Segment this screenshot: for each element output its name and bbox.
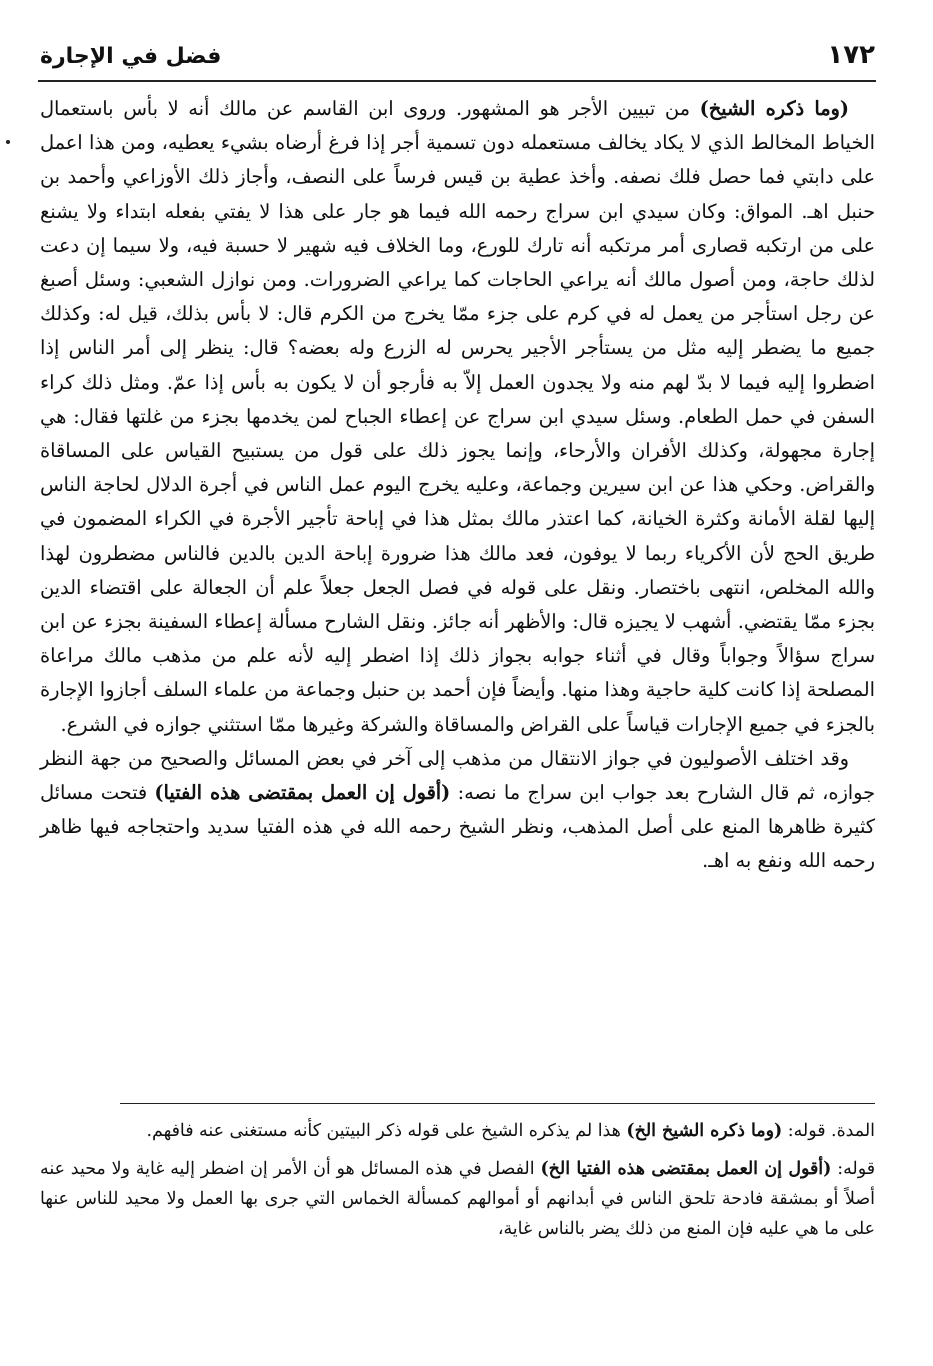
footnote-text: الفصل في هذه المسائل هو أن الأمر إن اضطر إليه غاية ولا محيد عنه أصلاً أو بمشقة فادحة تلحق الناس في أبدانهم أو أموالهم كمسألة الخماس التي جرى بها العمل ولا محيد للناس عنها على ما هي عليه فإن المنع من ذلك يضر بالناس غاية، [40,1159,875,1239]
footnote-divider [120,1103,875,1104]
footnote-text: المدة. قوله: [782,1121,875,1141]
bold-quote: (وما ذكره الشيخ الخ) [626,1121,783,1141]
main-text [40,92,875,879]
bold-quote: (وما ذكره الشيخ) [699,97,849,120]
paragraph-2 [40,742,875,879]
paragraph-text: من تبيين الأجر هو المشهور. وروى ابن القاسم عن مالك أنه لا بأس باستعمال الخياط المخالط الذي لا يكاد يخالف مستعمله دون تسمية أجر إذا فرغ أرضاه بشيء يعطيه، ومن هذا اعمل على دابتي فما حصل فلك نصفه. وأخذ عطية بن قيس فرساً على النصف، وأجاز ذلك الأوزاعي وأحمد بن حنبل اهـ. المواق: وكان سيدي ابن سراج رحمه الله فيما هو جار على هذا لا يفتي بفعله ابتداء ولا يشنع على من ارتكبه قصارى أمر مرتكبه أنه تارك للورع، وما الخلاف فيه شهير لا حسبة فيه، ولا سيما إن دعت لذلك حاجة، ومن أصول مالك أنه يراعي الحاجات كما يراعي الضرورات. ومن نوازل الشعبي: وسئل أصبغ عن رجل استأجر من يعمل له في كرم على جزء ممّا يخرج من الكرم قال: لا بأس بذلك، قيل له: وكذلك جميع ما يضطر إليه مثل من يستأجر الأجير يحرس له الزرع وله بعضه؟ قال: ينظر إلى أمر الناس إذا اضطروا إليه فيما لا بدّ لهم منه ولا يجدون العمل إلاّ به فأرجو أن لا يكون به بأس إذا عمّ. ومثل ذلك كراء السفن في حمل الطعام. وسئل سيدي ابن سراج عن إعطاء الجباح لمن يخدمها بجزء من غلتها فقال: هي إجارة مجهولة، وكذلك الأفران والأرحاء، وإنما يجوز ذلك على قول من يستبيح القياس على المساقاة والقراض. وحكي هذا عن ابن سيرين وجماعة، وعليه يخرج اليوم عمل الناس في أجرة الدلال لحاجة الناس إليها لقلة الأمانة وكثرة الخيانة، كما اعتذر مالك بمثل هذا في إباحة تأجير الأجرة في الكراء المضمون في طريق الحج لأن الأكرياء ربما لا يوفون، فعد مالك هذا ضرورة إباحة الدين بالدين فالناس مضطرون لهذا والله المخلص، انتهى باختصار. ونقل على قوله في فصل الجعل جعلاً علم أن الجعالة على اقتضاء الدين بجزء ممّا يقتضي. أشهب لا يجيزه قال: والأظهر أنه جائز. ونقل الشارح مسألة إعطاء السفينة بجزء عن ابن سراج سؤالاً وجواباً وقال في أثناء جوابه بجواز ذلك إذا اضطر إليه لأنه علم من مذهب مالك مراعاة المصلحة إذا كانت كلية حاجية وهذا منها. وأيضاً فإن أحمد بن حنبل وجماعة من علماء السلف أجازوا الإجارة بالجزء في جميع الإجارات قياساً على القراض والمساقاة والشركة وغيرها ممّا استثني جوازه في الشرع. [40,97,875,736]
footnotes [40,1116,875,1252]
footnote-text: قوله: [831,1159,876,1179]
page-header [40,38,875,78]
page-number: ١٧٢ [827,40,875,70]
paragraph-text: وقد اختلف الأصوليون في جواز الانتقال من مذهب إلى آخر في بعض المسائل والصحيح من جهة النظر جوازه، ثم قال الشارح بعد جواب ابن سراج ما نصه: [40,746,875,805]
running-title: فضل في الإجارة [40,44,222,69]
footnote-text: هذا لم يذكره الشيخ على قوله ذكر البيتين كأنه مستغنى عنه فافهم. [146,1121,627,1141]
paragraph-1 [40,92,875,742]
footnote-1 [40,1116,875,1146]
header-divider [38,80,876,82]
margin-mark [6,140,10,144]
footnote-2 [40,1154,875,1244]
paragraph-text: فتحت مسائل كثيرة ظاهرها المنع على أصل المذهب، ونظر الشيخ رحمه الله في هذه الفتيا سديد واحتجاجه فيها ظاهر رحمه الله ونفع به اهـ. [40,781,875,873]
bold-quote: (أقول إن العمل بمقتضى هذه الفتيا الخ) [540,1159,832,1179]
bold-quote: (أقول إن العمل بمقتضى هذه الفتيا) [154,781,451,805]
